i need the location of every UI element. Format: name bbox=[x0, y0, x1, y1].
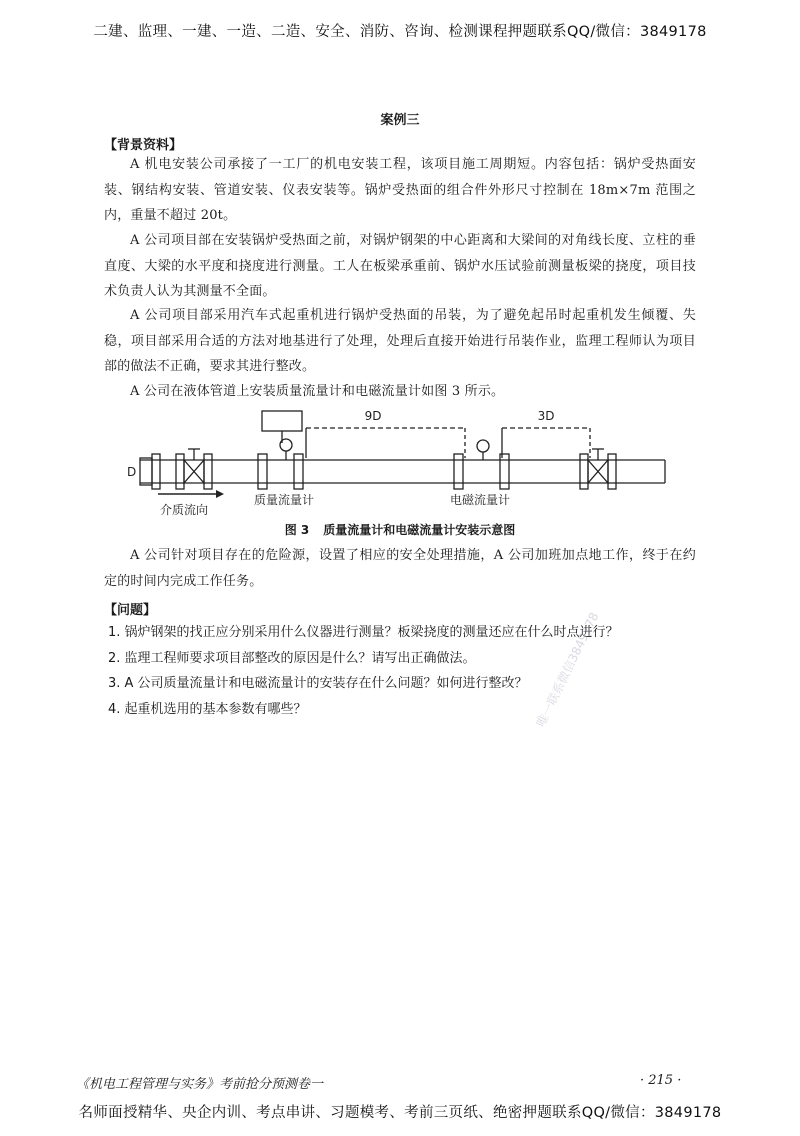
questions-heading: 【问题】 bbox=[104, 603, 157, 618]
flow-direction-label: 介质流向 bbox=[160, 503, 209, 517]
em-meter-flange-b bbox=[500, 454, 509, 489]
mass-meter-transmitter-box bbox=[262, 411, 302, 431]
left-valve-body bbox=[184, 460, 204, 483]
watermark: 唯一联系微信3849178 bbox=[533, 610, 602, 730]
mass-meter-flange-b bbox=[294, 454, 303, 489]
right-valve-flange-a bbox=[580, 454, 588, 489]
left-valve-flange-b bbox=[204, 454, 212, 489]
pipe-diameter-label: D bbox=[127, 465, 137, 479]
em-meter-gauge bbox=[477, 440, 489, 452]
mass-meter-flange-a bbox=[258, 454, 267, 489]
paragraph-3: A 公司项目部采用汽车式起重机进行锅炉受热面的吊装，为了避免起吊时起重机发生倾覆、失稳，项目部采用合适的方法对地基进行了处理，处理后直接开始进行吊装作业，监理工程师认为项目部的做法不正确，要求其进行整改。 bbox=[104, 308, 696, 374]
dim-3d-label: 3D bbox=[537, 409, 555, 423]
right-valve-body bbox=[588, 460, 608, 483]
questions-list bbox=[104, 620, 708, 722]
background-heading: 【背景资料】 bbox=[104, 138, 183, 153]
question-1: 1. 锅炉钢架的找正应分别采用什么仪器进行测量？板梁挠度的测量还应在什么时点进行？ bbox=[108, 625, 619, 640]
figure-number: 图 3 bbox=[284, 523, 310, 537]
question-3: 3. A 公司质量流量计和电磁流量计的安装存在什么问题？如何进行整改？ bbox=[108, 676, 528, 691]
footer-book-title: 《机电工程管理与实务》考前抢分预测卷一 bbox=[76, 1077, 324, 1092]
left-end-flange bbox=[152, 454, 160, 489]
paragraph-4: A 公司在液体管道上安装质量流量计和电磁流量计如图 3 所示。 bbox=[130, 384, 505, 399]
flowmeter-diagram bbox=[120, 398, 680, 518]
figure-caption bbox=[0, 521, 800, 538]
question-4: 4. 起重机选用的基本参数有哪些？ bbox=[108, 701, 307, 717]
paragraph-after-figure: A 公司针对项目存在的危险源，设置了相应的安全处理措施，A 公司加班加点地工作，终于在约定的时间内完成工作任务。 bbox=[104, 548, 696, 589]
left-valve-flange-a bbox=[176, 454, 184, 489]
pipe-end-cap bbox=[140, 458, 152, 485]
em-meter-flange-a bbox=[454, 454, 463, 489]
dim-9d-label: 9D bbox=[364, 409, 382, 423]
mass-meter-label: 质量流量计 bbox=[254, 493, 315, 507]
footer-page-number: · 215 · bbox=[640, 1073, 682, 1088]
mass-meter-gauge bbox=[280, 439, 292, 451]
figure-caption-text: 质量流量计和电磁流量计安装示意图 bbox=[323, 523, 516, 537]
em-meter-label: 电磁流量计 bbox=[450, 493, 511, 507]
header-banner: 二建、监理、一建、一造、二造、安全、消防、咨询、检测课程押题联系QQ/微信：3849178 bbox=[93, 24, 707, 40]
paragraph-1: A 机电安装公司承接了一工厂的机电安装工程，该项目施工周期短。内容包括：锅炉受热面安装、钢结构安装、管道安装、仪表安装等。锅炉受热面的组合件外形尺寸控制在 18m×7m 范围之内，重量不超过 20t。 bbox=[104, 157, 696, 223]
case-title: 案例三 bbox=[380, 113, 420, 128]
right-valve-flange-b bbox=[608, 454, 616, 489]
paragraph-2: A 公司项目部在安装锅炉受热面之前，对锅炉钢架的中心距离和大梁间的对角线长度、立柱的垂直度、大梁的水平度和挠度进行测量。工人在板梁承重前、锅炉水压试验前测量板梁的挠度，项目技术负责人认为其测量不全面。 bbox=[104, 233, 696, 299]
footer-banner: 名师面授精华、央企内训、考点串讲、习题模考、考前三页纸、绝密押题联系QQ/微信：3849178 bbox=[78, 1105, 722, 1121]
flow-arrow-head bbox=[216, 490, 224, 498]
question-2: 2. 监理工程师要求项目部整改的原因是什么？请写出正确做法。 bbox=[108, 650, 476, 666]
